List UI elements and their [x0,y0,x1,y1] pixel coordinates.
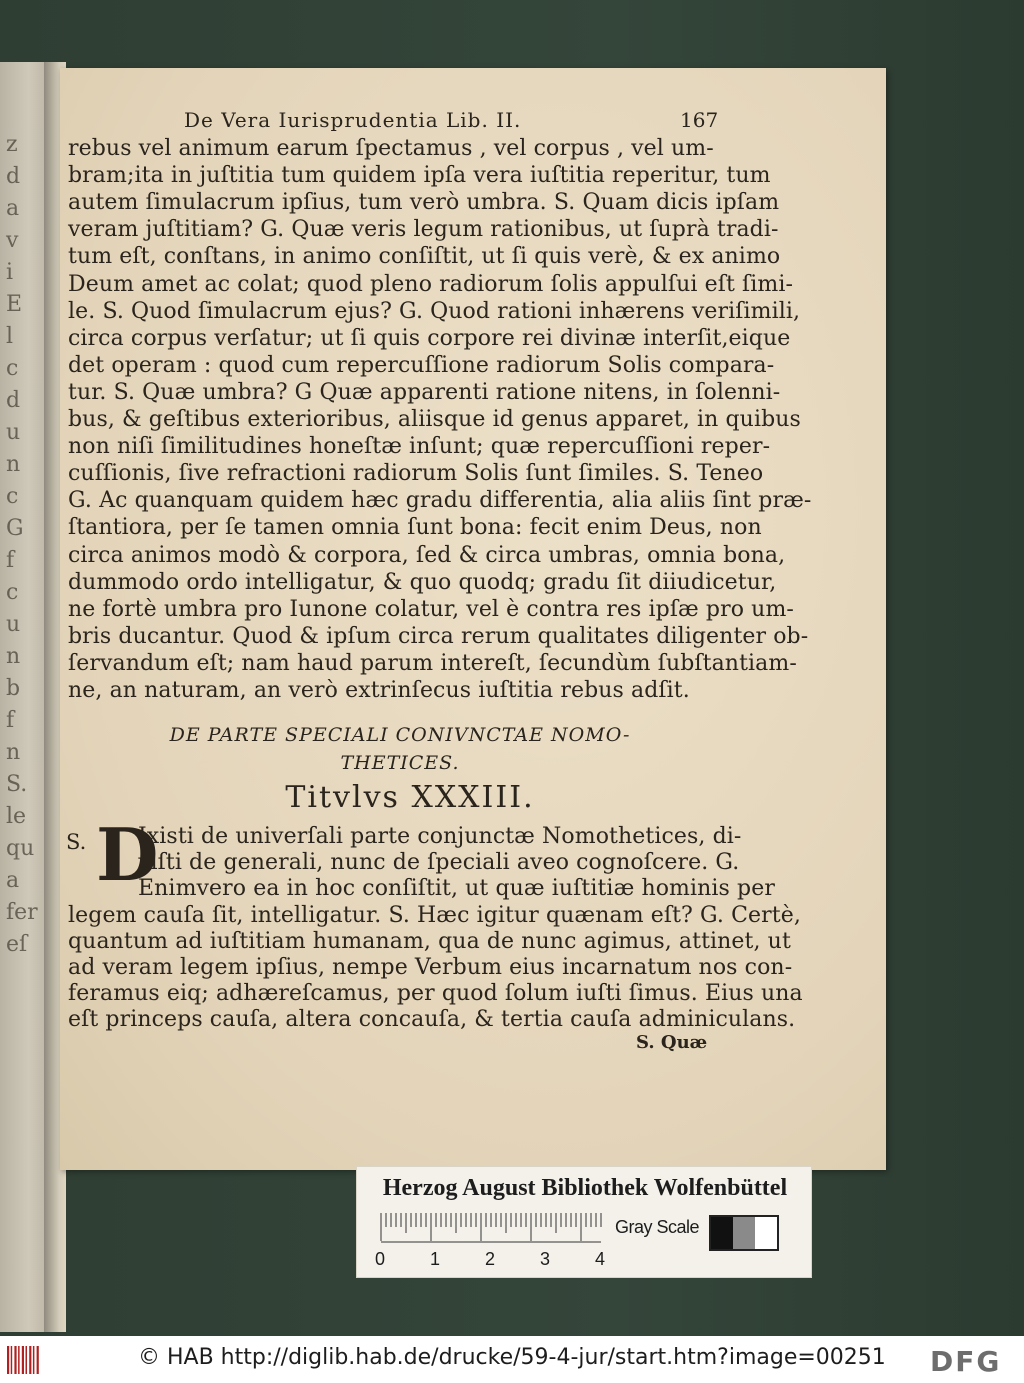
gray-swatch [711,1217,733,1249]
text-line: eſt princeps cauſa, altera concauſa, & tertia cauſa adminiculans. [68,1007,796,1033]
ruler-number: 1 [430,1249,441,1269]
left-page-fragment: n [6,452,21,477]
barcode-bar [18,1346,20,1374]
left-facing-page [0,62,48,1332]
ruler-scale [379,1213,605,1243]
barcode-bar [11,1346,13,1374]
text-line: circa corpus verſatur; ut ſi quis corpore rei divinæ interſit,eique [68,325,791,351]
book-page [60,68,886,1170]
barcode-bar [7,1346,9,1374]
section-heading-line-1: DE PARTE SPECIALI CONIVNCTAE NOMO- [169,724,631,746]
text-line: bris ducantur. Quod & ipſum circa rerum qualitates diligenter ob- [68,623,809,649]
text-line: dummodo ordo intelligatur, & quo quodq; gradu ſit diiudicetur, [68,569,777,595]
dfg-logo[interactable]: DFG [930,1345,1002,1378]
left-page-fragment: G [6,516,24,541]
left-page-fragment: n [6,644,21,669]
left-page-fragment: u [6,612,21,637]
text-line: veram juſtitiam? G. Quæ veris legum rationibus, ut ſuprà tradi- [68,217,779,243]
gray-scale-label: Gray Scale [615,1217,700,1237]
page-number: 167 [680,108,719,132]
text-line: ſtantiora, per ſe tamen omnia ſunt bona: fecit enim Deus, non [68,515,762,541]
gray-swatch [733,1217,755,1249]
library-name: Herzog August Bibliothek Wolfenbüttel [382,1175,788,1201]
left-page-fragment: l [6,324,14,349]
text-line: bram;ita in juſtitia tum quidem ipſa vera iuſtitia reperitur, tum [68,163,771,189]
left-page-fragment: u [6,420,21,445]
left-page-fragment: a [6,868,20,893]
barcode-bar [29,1346,31,1374]
text-line: det operam : quod cum repercuſſione radiorum Solis compara- [68,352,775,378]
barcode-bar [22,1346,24,1374]
ruler-number: 4 [595,1249,606,1269]
left-page-fragment: c [6,484,19,509]
text-line: G. Ac quanquam quidem hæc gradu differentia, alia aliis ſint præ- [68,488,812,514]
catchword: S. Quæ [636,1032,708,1053]
drop-cap: D [96,812,159,897]
left-page-fragment: qu [6,836,35,861]
left-page-fragment: f [6,708,15,733]
left-page-fragment: f [6,548,15,573]
gray-swatch [755,1217,777,1249]
barcode-bar [33,1346,35,1374]
copyright-link[interactable]: © HAB http://diglib.hab.de/drucke/59-4-jur/start.htm?image=00251 [138,1345,886,1370]
left-page-fragment: v [6,228,19,253]
text-line: autem ſimulacrum ipſius, tum verò umbra. S. Quam dicis ipſam [68,190,780,216]
left-page-fragment: le [6,804,27,829]
text-line: ſervandum eſt; nam haud parum intereſt, ſecundùm ſubſtantiam- [68,650,797,676]
speaker-marker: S. [66,830,87,854]
text-line: tur. S. Quæ umbra? G Quæ apparenti ratione nitens, in ſolenni- [68,379,781,405]
text-line: ne, an naturam, an verò extrinſecus iuſtitia rebus adſit. [68,678,690,703]
left-page-fragment: c [6,356,19,381]
left-page-fragment: b [6,676,21,701]
left-page-fragment: i [6,260,14,285]
left-page-fragment: E [6,292,23,317]
left-page-fragment: d [6,164,21,189]
barcode-bar [37,1346,39,1374]
text-line: ad veram legem ipſius, nempe Verbum eius incarnatum nos con- [68,955,793,980]
ruler-number: 0 [375,1249,386,1269]
running-head: De Vera Iurisprudentia Lib. II. [184,108,522,132]
ruler-number: 3 [540,1249,551,1269]
left-page-fragment: fer [6,900,38,925]
text-line: bus, & geſtibus exterioribus, aliisque id genus apparet, in quibus [68,407,801,432]
viewer-footer [0,1336,1024,1383]
section-heading-line-2: THETICES. [340,752,460,774]
ruler-number: 2 [485,1249,496,1269]
left-page-fragment: c [6,580,19,605]
left-page-fragment: a [6,196,20,221]
text-line: ne fortè umbra pro Iunone colatur, vel è contra res ipſæ pro um- [68,596,794,622]
text-line: le. S. Quod ſimulacrum ejus? G. Quod rationi inhærens veriſimili, [68,298,801,324]
text-line: quantum ad iuſtitiam humanam, qua de nunc agimus, attinet, ut [68,928,791,954]
left-page-fragment: S. [6,772,28,797]
text-line: non niſi ſimilitudines honeſtæ inſunt; quæ repercuſſioni reper- [68,434,771,460]
text-line: tum eſt, conſtans, in animo conſiſtit, ut ſi quis verè, & ex animo [68,244,781,270]
text-line: feramus eiq; adhæreſcamus, per quod ſolum iuſti ſimus. Eius una [68,981,803,1007]
text-line: xiſti de generali, nunc de ſpeciali aveo cognoſcere. G. [138,850,740,876]
library-color-label [356,1166,812,1278]
text-line: Deum amet ac colat; quod pleno radiorum ſolis appulſui eſt ſimi- [68,271,794,297]
text-line: legem cauſa ſit, intelligatur. S. Hæc igitur quænam eſt? G. Certè, [68,902,801,928]
text-line: rebus vel animum earum ſpectamus , vel corpus , vel um- [68,136,714,161]
left-page-fragment: d [6,388,21,413]
left-page-fragment: z [6,132,18,157]
left-page-fragment: n [6,740,21,765]
barcode-bar [26,1346,28,1374]
text-line: cuſſionis, ſive refractioni radiorum Solis ſunt ſimiles. S. Teneo [68,461,764,487]
barcode-logo-icon[interactable] [6,1344,40,1376]
barcode-bar [14,1346,16,1374]
text-line: Ixisti de univerſali parte conjunctæ Nomothetices, di- [138,824,742,849]
left-page-fragment: eſ [6,932,28,957]
title-heading: Titvlvs XXXIII. [285,780,535,815]
section-heading [140,721,660,777]
text-line: Enimvero ea in hoc conſiſtit, ut quæ iuſtitiæ hominis per [138,876,775,902]
gray-scale-swatches [709,1215,779,1251]
text-line: circa animos modò & corpora, ſed & circa umbras, omnia bona, [68,542,786,568]
